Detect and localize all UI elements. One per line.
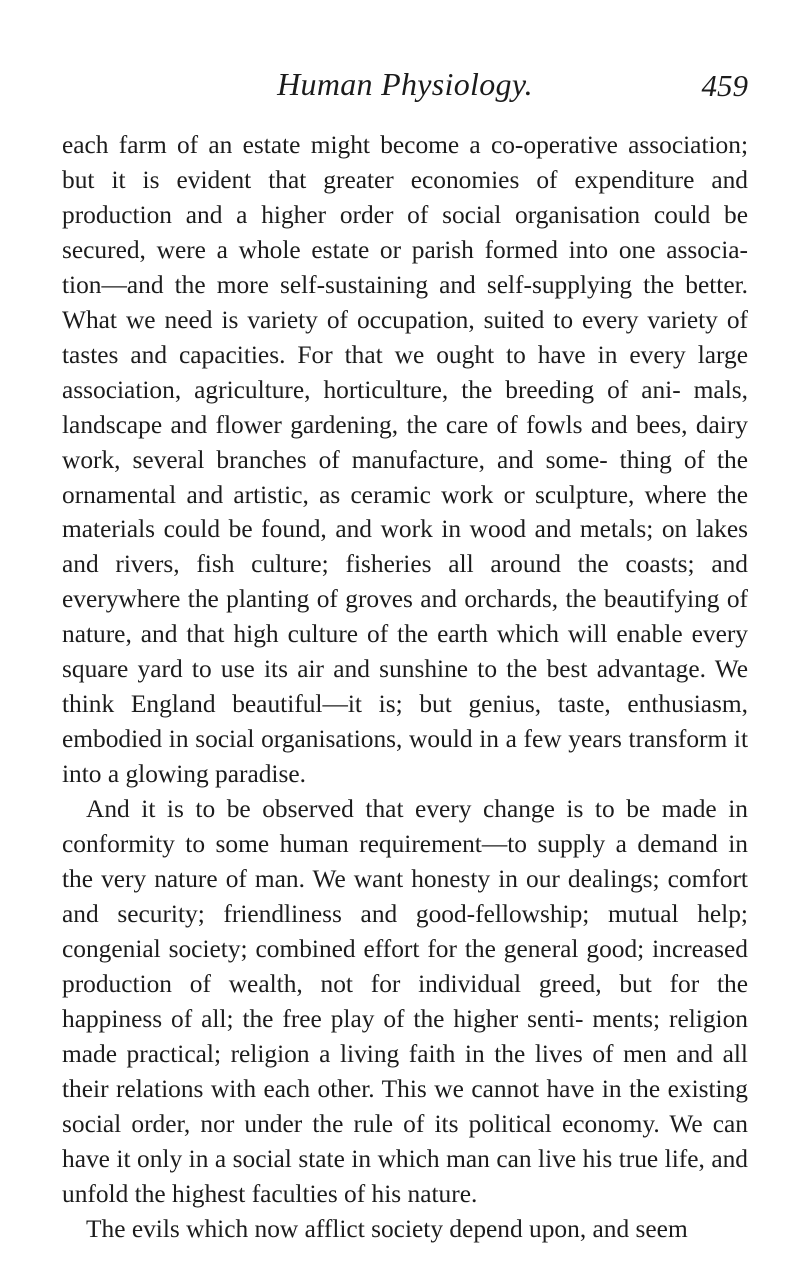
running-header xyxy=(62,66,748,116)
body-text xyxy=(62,128,748,1247)
paragraph-3: The evils which now afflict society depend upon, and seem xyxy=(86,1214,688,1243)
paragraph-1: each farm of an estate might become a co-operative association; but it is evident that greater economies of expenditure and production and a higher order of social organisation could be secured, were a whole estate or parish formed into one associa- tion—and the more self-sustaining and self-supplying the better. What we need is variety of occupation, suited to every variety of tastes and capacities. For that we ought to have in every large association, agriculture, horticulture, the breeding of ani- mals, landscape and flower gardening, the care of fowls and bees, dairy work, several branches of manufacture, and some- thing of the ornamental and artistic, as ceramic work or sculpture, where the materials could be found, and work in wood and metals; on lakes and rivers, fish culture; fisheries all around the coasts; and everywhere the planting of groves and orchards, the beautifying of nature, and that high culture of the earth which will enable every square yard to use its air and sunshine to the best advantage. We think England beautiful—it is; but genius, taste, enthusiasm, embodied in social organisations, would in a few years transform it into a glowing paradise. xyxy=(62,131,748,789)
running-title: Human Physiology. xyxy=(277,66,533,102)
page-number: 459 xyxy=(701,68,748,103)
paragraph-2: And it is to be observed that every change is to be made in conformity to some human requirement—to supply a demand in the very nature of man. We want honesty in our dealings; comfort and security; friendliness and good-fellowship; mutual help; congenial society; combined effort for the general good; increased production of wealth, not for individual greed, but for the happiness of all; the free play of the higher senti- ments; religion made practical; religion a living faith in the lives of men and all their relations with each other. This we cannot have in the existing social order, nor under the rule of its political economy. We can have it only in a social state in which man can live his true life, and unfold the highest faculties of his nature. xyxy=(62,795,748,1208)
